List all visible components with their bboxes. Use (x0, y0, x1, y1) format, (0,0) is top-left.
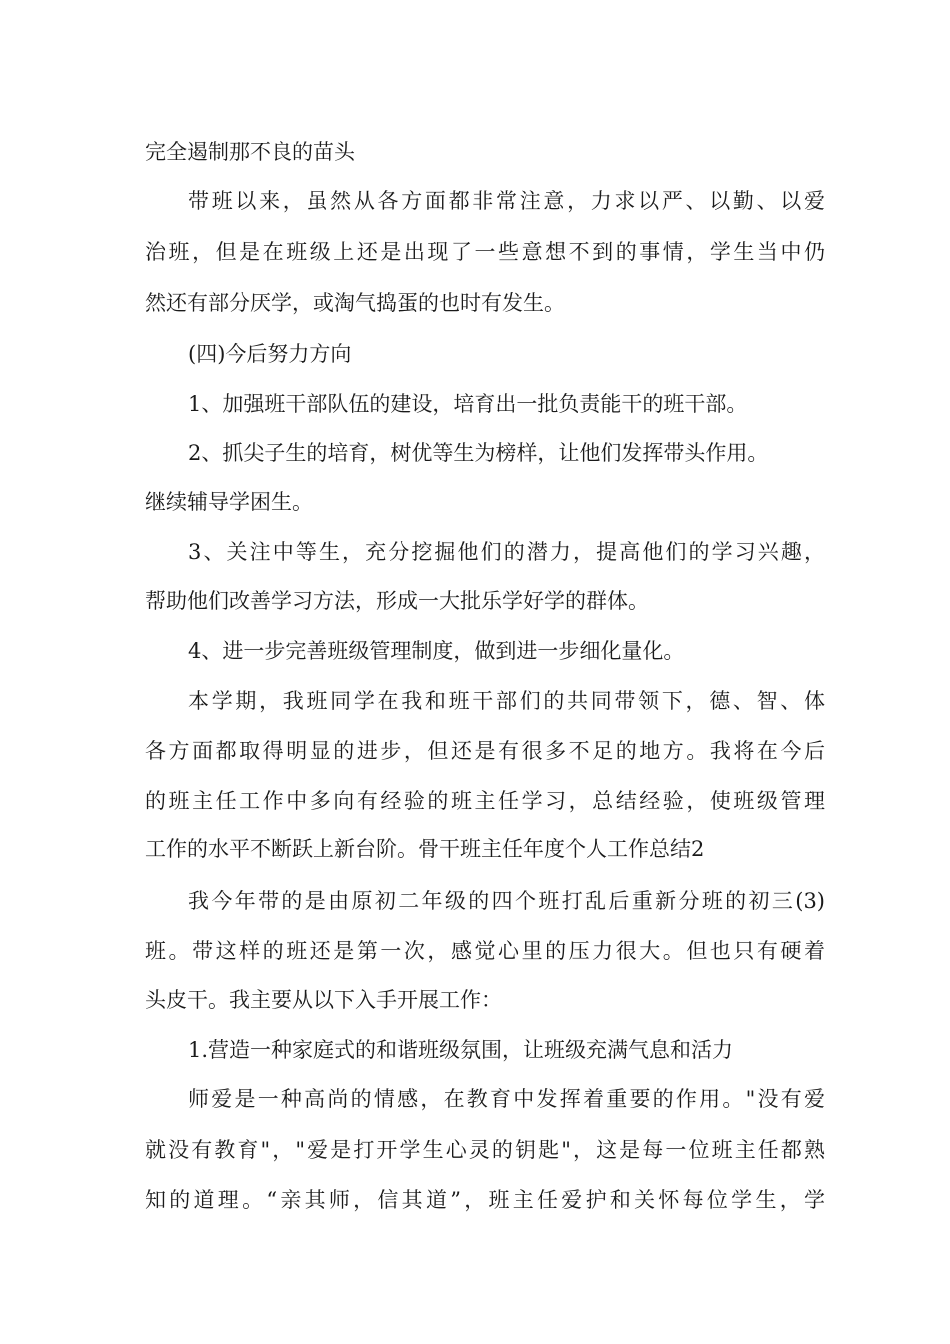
text-line: 2、抓尖子生的培育，树优等生为榜样，让他们发挥带头作用。 (188, 441, 769, 465)
text-line: 各方面都取得明显的进步，但还是有很多不足的地方。我将在今后 (145, 739, 825, 763)
text-line: 4、进一步完善班级管理制度，做到进一步细化量化。 (188, 639, 685, 663)
text-line: 的班主任工作中多向有经验的班主任学习，总结经验，使班级管理 (145, 789, 825, 813)
text-line: 完全遏制那不良的苗头 (145, 140, 355, 164)
text-line: 治班，但是在班级上还是出现了一些意想不到的事情，学生当中仍 (145, 240, 825, 264)
text-line: 我今年带的是由原初二年级的四个班打乱后重新分班的初三(3) (188, 889, 825, 913)
text-line: 然还有部分厌学，或淘气捣蛋的也时有发生。 (145, 291, 565, 315)
text-line: 头皮干。我主要从以下入手开展工作： (145, 988, 502, 1012)
text-line: 带班以来，虽然从各方面都非常注意，力求以严、以勤、以爱 (188, 189, 825, 213)
text-line: 帮助他们改善学习方法，形成一大批乐学好学的群体。 (145, 589, 649, 613)
text-line: 1.营造一种家庭式的和谐班级氛围，让班级充满气息和活力 (188, 1038, 734, 1062)
section-heading: (四)今后努力方向 (188, 342, 352, 366)
text-line: 师爱是一种高尚的情感，在教育中发挥着重要的作用。"没有爱 (188, 1087, 825, 1111)
text-line: 1、加强班干部队伍的建设，培育出一批负责能干的班干部。 (188, 392, 748, 416)
text-line: 工作的水平不断跃上新台阶。骨干班主任年度个人工作总结2 (145, 837, 705, 861)
text-line: 3、关注中等生，充分挖掘他们的潜力，提高他们的学习兴趣， (188, 540, 825, 564)
text-line: 本学期，我班同学在我和班干部们的共同带领下，德、智、体 (188, 689, 825, 713)
text-line: 班。带这样的班还是第一次，感觉心里的压力很大。但也只有硬着 (145, 939, 825, 963)
text-line: 就没有教育"，"爱是打开学生心灵的钥匙"，这是每一位班主任都熟 (145, 1138, 825, 1162)
text-line: 继续辅导学困生。 (145, 490, 313, 514)
text-line: 知的道理。“亲其师，信其道”，班主任爱护和关怀每位学生，学 (145, 1188, 825, 1212)
